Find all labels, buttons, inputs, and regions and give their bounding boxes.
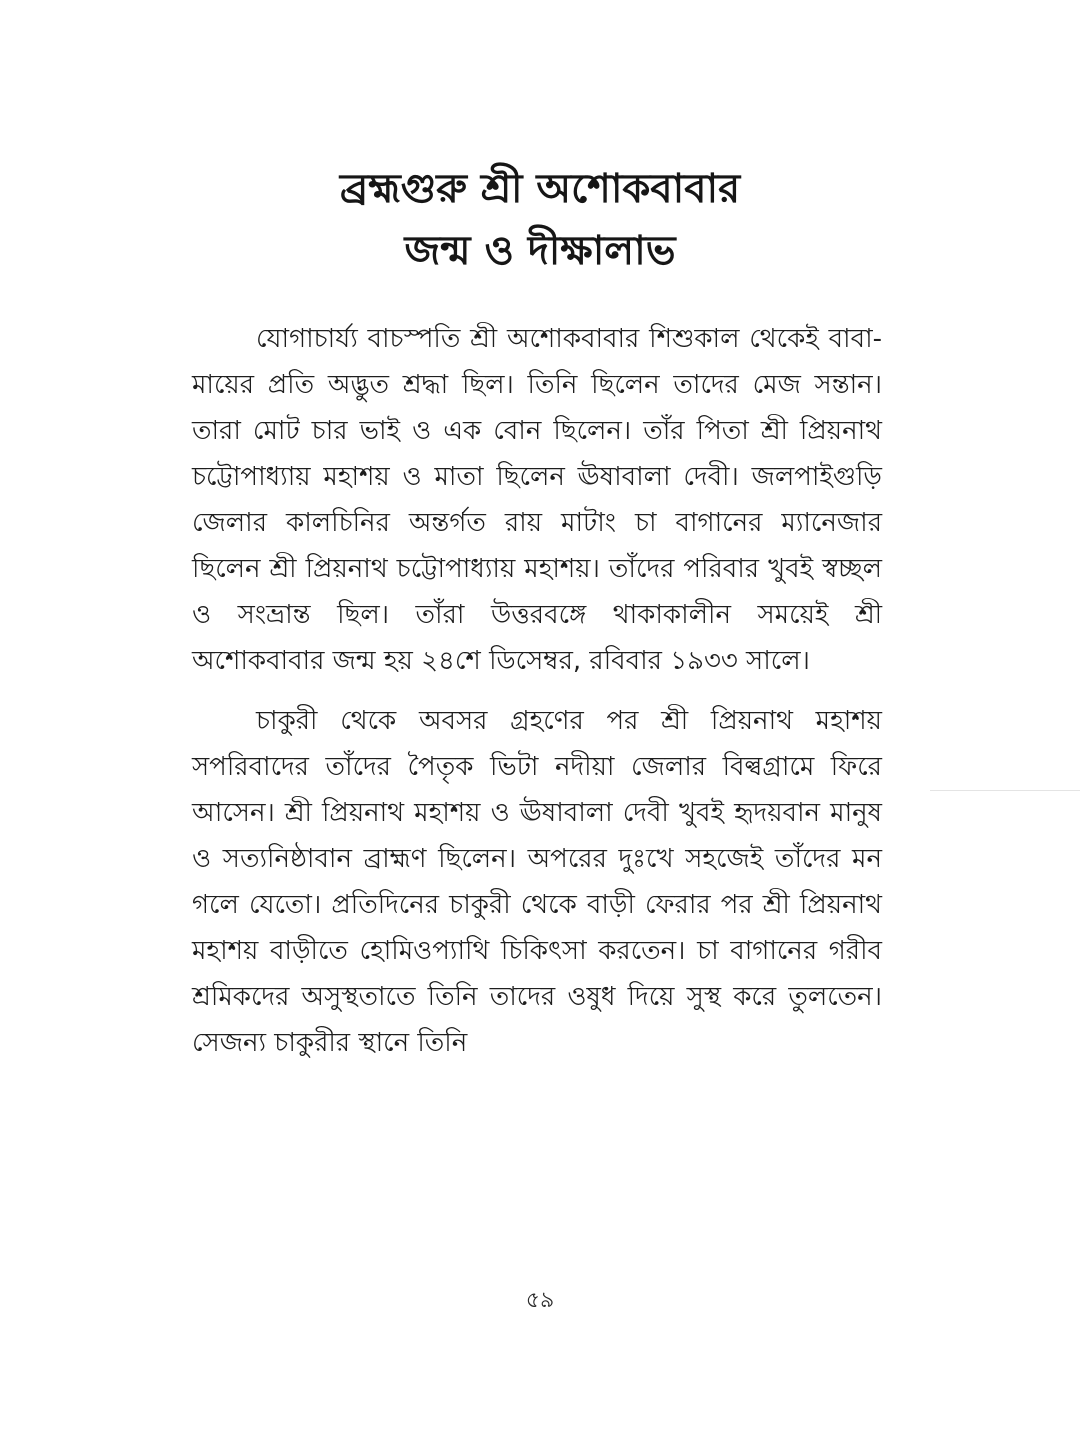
- body-text: [192, 316, 882, 1080]
- page-number: ৫৯: [525, 1288, 555, 1313]
- chapter-title-line-1: ব্রহ্মগুরু শ্রী অশোকবাবার: [339, 166, 741, 212]
- margin-divider: [930, 790, 1080, 791]
- chapter-title: [150, 158, 930, 282]
- paragraph-2: চাকুরী থেকে অবসর গ্রহণের পর শ্রী প্রিয়নাথ মহাশয় সপরিবাদের তাঁদের পৈতৃক ভিটা নদীয়া জেলার বিল্বগ্রামে ফিরে আসেন। শ্রী প্রিয়নাথ মহাশয় ও ঊষাবালা দেবী খুবই হৃদয়বান মানুষ ও সত্যনিষ্ঠাবান ব্রাহ্মণ ছিলেন। অপরের দুঃখে সহজেই তাঁদের মন গলে যেতো। প্রতিদিনের চাকুরী থেকে বাড়ী ফেরার পর শ্রী প্রিয়নাথ মহাশয় বাড়ীতে হোমিওপ্যাথি চিকিৎসা করতেন। চা বাগানের গরীব শ্রমিকদের অসুস্থতাতে তিনি তাদের ওষুধ দিয়ে সুস্থ করে তুলতেন। সেজন্য চাকুরীর স্থানে তিনি: [192, 706, 882, 1058]
- paragraph-1: যোগাচার্য্য বাচস্পতি শ্রী অশোকবাবার শিশুকাল থেকেই বাবা-মায়ের প্রতি অদ্ভুত শ্রদ্ধা ছিল। তিনি ছিলেন তাদের মেজ সন্তান। তারা মোট চার ভাই ও এক বোন ছিলেন। তাঁর পিতা শ্রী প্রিয়নাথ চট্টোপাধ্যায় মহাশয় ও মাতা ছিলেন ঊষাবালা দেবী। জলপাইগুড়ি জেলার কালচিনির অন্তর্গত রায় মাটাং চা বাগানের ম্যানেজার ছিলেন শ্রী প্রিয়নাথ চট্টোপাধ্যায় মহাশয়। তাঁদের পরিবার খুবই স্বচ্ছল ও সংভ্রান্ত ছিল। তাঁরা উত্তরবঙ্গে থাকাকালীন সময়েই শ্রী অশোকবাবার জন্ম হয় ২৪শে ডিসেম্বর, রবিবার ১৯৩৩ সালে।: [192, 324, 882, 676]
- chapter-title-line-2: জন্ম ও দীক্ষালাভ: [404, 228, 676, 274]
